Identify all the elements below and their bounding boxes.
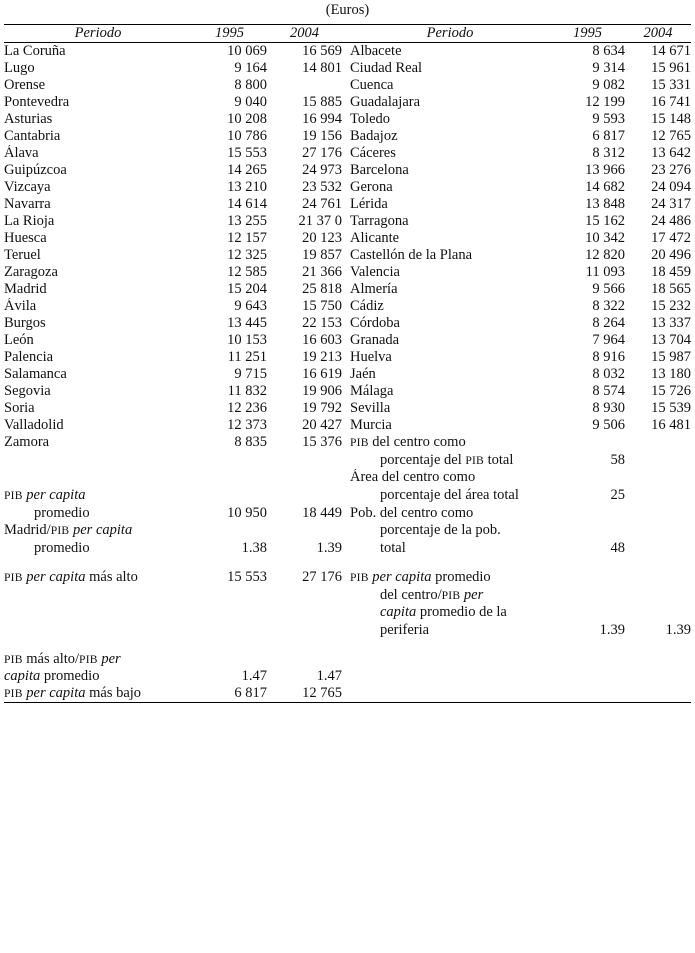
row-1995-left: 10 208 [227,111,267,127]
row-1995-left: 11 832 [227,383,267,399]
summary-1995-madrid-ratio: 1.38 [241,540,267,557]
row-label-left: Vizcaya [4,179,51,195]
sc-pib: PIB [350,570,369,584]
sc-pib: PIB [4,488,23,502]
row-1995-left: 8 835 [234,434,267,450]
table-row [4,94,691,111]
summary-label-madrid-promedio [4,540,192,558]
row-2004-left: 24 973 [302,162,342,178]
summary-label-pob-centro-pct [350,505,550,558]
table-row [4,622,691,640]
row-2004-right: 16 481 [651,417,691,433]
table-row [4,540,691,558]
summary-1995-promedio: 10 950 [227,504,267,521]
table-caption: (Euros) [325,2,370,18]
text-line2: porcentaje del área total [380,487,519,504]
row-label-right: Cáceres [350,145,396,161]
text-line2a: porcentaje del [380,451,466,468]
table-row [4,400,691,417]
row-1995-left: 15 553 [227,145,267,161]
sc-pib: PIB [4,652,23,666]
row-label-left: Teruel [4,247,41,263]
header-right-1995: 1995 [573,25,602,41]
header-right-2004: 2004 [643,25,673,41]
row-2004-left: 15 376 [302,434,342,450]
row-2004-right: 13 704 [651,332,691,348]
summary-1995-pib-mas-alto: 15 553 [227,568,267,585]
row-label-right: Gerona [350,179,393,195]
table-row [4,668,691,685]
row-2004-left: 27 176 [302,145,342,161]
row-1995-right: 8 574 [592,383,625,399]
row-2004-right: 15 331 [651,77,691,93]
row-label-right: Córdoba [350,315,400,331]
table-row [4,230,691,247]
row-2004-left: 16 619 [302,366,342,382]
table-row [4,196,691,213]
row-2004-right: 24 094 [651,179,691,195]
table-row [4,145,691,162]
text-line1: Pob. del centro como [350,504,474,521]
header-gap [342,25,350,43]
row-1995-right: 8 634 [592,43,625,59]
it-capita: capita [4,667,41,684]
row-2004-left [267,77,342,94]
it-capita: capita [380,604,417,621]
table-row [4,128,691,145]
row-2004-right: 15 961 [651,60,691,76]
row-1995-left: 13 445 [227,315,267,331]
row-1995-right: 9 566 [592,281,625,297]
header-right-period: Periodo [426,25,474,41]
row-1995-left: 10 069 [227,43,267,59]
row-1995-right: 9 082 [592,77,625,93]
row-2004-left: 19 857 [302,247,342,263]
row-1995-left: 9 643 [234,298,267,314]
text-line3b: promedio de la [416,604,507,621]
row-1995-left: 10 786 [227,128,267,144]
summary-1995-area-centro-value: 25 [610,486,625,503]
text-line3: total [380,540,406,557]
sc-pib-2: PIB [441,588,461,602]
row-1995-left: 9 715 [234,366,267,382]
row-1995-left: 12 157 [227,230,267,246]
table-header-row [4,25,691,43]
table-row [4,315,691,332]
row-1995-right: 14 682 [585,179,625,195]
row-2004-left: 19 213 [302,349,342,365]
row-1995-left: 13 255 [227,213,267,229]
row-label-left: León [4,332,34,348]
summary-label-pib-alto-ratio [4,651,192,668]
table-row [4,60,691,77]
row-1995-left: 14 614 [227,196,267,212]
summary-1995-pob-centro-value: 48 [610,540,625,557]
table-row [4,383,691,400]
text-line4: periferia [380,621,430,638]
summary-2004-pib-mas-bajo: 12 765 [302,684,342,701]
text-mas-alto: más alto/ [22,650,80,667]
text-line2: porcentaje de la pob. [380,522,501,539]
row-label-right: Alicante [350,230,400,246]
row-2004-right: 18 565 [651,281,691,297]
row-label-left: Navarra [4,196,51,212]
table-row [4,77,691,94]
row-1995-right: 8 032 [592,366,625,382]
row-label-right: Sevilla [350,400,391,416]
summary-1995-pib-mas-bajo: 6 817 [234,684,267,701]
table-row [4,604,691,622]
row-label-left: Palencia [4,349,54,365]
header-left-period: Periodo [74,25,122,41]
summary-2004-centro-periferia-value: 1.39 [665,621,691,638]
row-1995-left: 8 800 [234,77,267,93]
table-row [4,264,691,281]
sc-pib: PIB [350,436,369,449]
text-line2-wrap [350,587,550,605]
text-mas-bajo: más bajo [85,684,142,701]
row-2004-right: 16 741 [651,94,691,110]
row-1995-left: 12 585 [227,264,267,280]
row-1995-left: 9 164 [234,60,267,76]
row-label-left: Huesca [4,230,47,246]
row-2004-left: 19 792 [302,400,342,416]
row-1995-right: 8 916 [592,349,625,365]
summary-2004-pib-alto-ratio: 1.47 [316,667,342,684]
it-percapita: per capita [69,522,133,539]
row-label-left: Zaragoza [4,264,58,280]
row-2004-right: 15 987 [651,349,691,365]
row-label-right: Jaén [350,366,376,382]
table-row [4,332,691,349]
row-1995-right: 15 162 [585,213,625,229]
it-percapita: per capita [22,486,86,503]
row-2004-left: 24 761 [302,196,342,212]
sc-pib: PIB [4,570,23,584]
summary-label-promedio [4,505,192,523]
header-left-1995: 1995 [215,25,244,41]
spacer-row [4,558,691,569]
summary-1995-pib-centro-value: 58 [610,451,625,468]
row-2004-right: 12 765 [651,128,691,144]
row-label-left: Guipúzcoa [4,162,67,178]
row-label-left: Lugo [4,60,35,76]
row-2004-right: 13 337 [651,315,691,331]
row-2004-left: 20 427 [302,417,342,433]
summary-label-area-centro-pct [350,469,550,504]
row-2004-left: 23 532 [302,179,342,195]
sc-pib-2: PIB [465,453,484,467]
summary-label-pib-mas-bajo [4,685,192,703]
text-line2a: del centro/ [380,586,442,603]
row-label-left: La Coruña [4,43,66,59]
row-label-left: Cantabria [4,128,61,144]
table-row [4,247,691,264]
sc-pib-2: PIB [79,652,98,666]
row-1995-left: 15 204 [227,281,267,297]
it-per: per [97,650,121,667]
text-line2b: total [484,451,514,468]
row-1995-right: 8 264 [592,315,625,331]
row-2004-right: 15 232 [651,298,691,314]
table-row [4,43,691,61]
summary-label-madrid-pib [4,522,192,540]
row-label-right: Ciudad Real [350,60,423,76]
row-label-left: Valladolid [4,417,64,433]
row-label-right: Albacete [350,43,402,59]
row-label-right: Badajoz [350,128,398,144]
spacer-row [4,640,691,651]
row-1995-right: 8 322 [592,298,625,314]
table-row [4,469,691,486]
table-row [4,162,691,179]
row-label-right: Castellón de la Plana [350,247,473,263]
text-line3-wrap [350,604,550,622]
row-2004-right: 23 276 [651,162,691,178]
summary-2004-pib-centro-pct [625,434,691,452]
row-1995-left: 9 040 [234,94,267,110]
summary-2004-madrid-ratio: 1.39 [316,540,342,557]
row-label-left: Madrid [4,281,47,297]
row-1995-right: 6 817 [592,128,625,144]
summary-1995-centro-periferia-value: 1.39 [599,621,625,638]
row-1995-right: 10 342 [585,230,625,246]
text-promedio: promedio [34,540,90,557]
table-row [4,569,691,587]
summary-2004-promedio: 18 449 [302,504,342,521]
text-madrid-prefix: Madrid/ [4,522,51,539]
row-label-left: Asturias [4,111,53,127]
row-1995-right: 13 966 [585,162,625,178]
sc-pib: PIB [4,686,23,700]
summary-label-pib-mas-alto [4,569,192,587]
table-row [4,281,691,298]
row-label-right: Barcelona [350,162,409,178]
row-2004-right: 20 496 [651,247,691,263]
table-row [4,349,691,366]
summary-label-pib-percapita-promedio [4,487,192,505]
row-1995-right: 9 314 [592,60,625,76]
table-row [4,366,691,383]
data-table [4,24,691,703]
row-label-right: Guadalajara [350,94,421,110]
row-2004-left: 22 153 [302,315,342,331]
row-1995-left: 11 251 [227,349,267,365]
row-label-right: Lérida [350,196,388,212]
sc-pib: PIB [50,524,70,538]
row-2004-right: 14 671 [651,43,691,59]
row-1995-left: 10 153 [227,332,267,348]
text-promedio: promedio [40,667,100,684]
row-2004-right: 24 317 [651,196,691,212]
row-2004-right: 17 472 [651,230,691,246]
text-promedio: promedio [34,504,90,521]
row-label-left: Salamanca [4,366,67,382]
row-2004-left: 15 885 [302,94,342,110]
row-label-right: Cuenca [350,77,394,93]
row-2004-left: 15 750 [302,298,342,314]
row-1995-right: 9 593 [592,111,625,127]
row-2004-right: 24 486 [651,213,691,229]
row-2004-left: 25 818 [302,281,342,297]
text-line1: del centro como [368,434,466,450]
it-per: per [460,586,484,603]
row-2004-left: 16 569 [302,43,342,59]
table-row [4,417,691,434]
row-1995-left: 12 236 [227,400,267,416]
table-row [4,434,691,452]
row-1995-right: 8 930 [592,400,625,416]
summary-2004-pib-centro-value [625,452,691,470]
summary-label-pib-alto-ratio-line2 [4,668,192,685]
row-1995-right: 13 848 [585,196,625,212]
row-label-left: Burgos [4,315,46,331]
row-1995-left: 12 373 [227,417,267,433]
table-row [4,651,691,668]
row-2004-left: 21 37 0 [298,213,342,229]
row-2004-left: 16 603 [302,332,342,348]
row-label-right: Toledo [350,111,391,127]
summary-1995-pib-alto-ratio: 1.47 [241,667,267,684]
it-percapita: per capita [22,568,86,585]
row-2004-left: 19 906 [302,383,342,399]
text-line1: Área del centro como [350,469,476,486]
row-1995-left: 12 325 [227,247,267,263]
row-label-left: Ávila [4,298,37,314]
summary-label-pib-centro-periferia [350,569,550,640]
row-label-right: Huelva [350,349,392,365]
table-row [4,685,691,703]
table-row [4,452,691,470]
row-label-right: Almería [350,281,398,297]
row-label-right: Cádiz [350,298,384,314]
row-label-right: Murcia [350,417,392,433]
it-percapita: per capita [368,568,432,585]
row-2004-left: 14 801 [302,60,342,76]
row-label-left: Pontevedra [4,94,70,110]
row-1995-right: 8 312 [592,145,625,161]
row-1995-right: 7 964 [592,332,625,348]
row-2004-right: 13 180 [651,366,691,382]
row-2004-right: 15 539 [651,400,691,416]
it-percapita: per capita [22,684,86,701]
row-2004-left: 20 123 [302,230,342,246]
table-row [4,111,691,128]
header-left-2004: 2004 [290,25,319,41]
table-row [4,505,691,523]
row-label-left: La Rioja [4,213,55,229]
row-1995-left: 14 265 [227,162,267,178]
summary-2004-pib-mas-alto: 27 176 [302,568,342,585]
row-label-left: Segovia [4,383,51,399]
row-1995-right: 11 093 [585,264,625,280]
text-promedio: promedio [431,568,491,585]
row-1995-left: 13 210 [227,179,267,195]
text-mas-alto: más alto [85,568,138,585]
row-1995-right: 9 506 [592,417,625,433]
row-label-left: Orense [4,77,46,93]
summary-1995-pib-centro-pct [550,434,625,452]
row-1995-right: 12 199 [585,94,625,110]
table-row [4,487,691,505]
table-row [4,587,691,605]
row-label-right: Valencia [350,264,400,280]
text-line2-wrap [350,452,550,470]
summary-2004-pob-centro-value [625,540,691,558]
row-label-left: Soria [4,400,35,416]
table-row [4,298,691,315]
summary-2004-area-centro-value [625,487,691,505]
row-label-left: Zamora [4,434,50,450]
table-row [4,213,691,230]
row-2004-left: 19 156 [302,128,342,144]
row-2004-right: 15 726 [651,383,691,399]
table-row [4,522,691,540]
row-2004-right: 18 459 [651,264,691,280]
row-2004-right: 13 642 [651,145,691,161]
row-label-right: Málaga [350,383,394,399]
summary-label-pib-centro-pct [350,434,550,469]
row-1995-right: 12 820 [585,247,625,263]
row-2004-left: 21 366 [302,264,342,280]
row-label-right: Granada [350,332,400,348]
table-row [4,179,691,196]
row-2004-left: 16 994 [302,111,342,127]
row-label-right: Tarragona [350,213,409,229]
row-2004-right: 15 148 [651,111,691,127]
row-label-left: Álava [4,145,39,161]
